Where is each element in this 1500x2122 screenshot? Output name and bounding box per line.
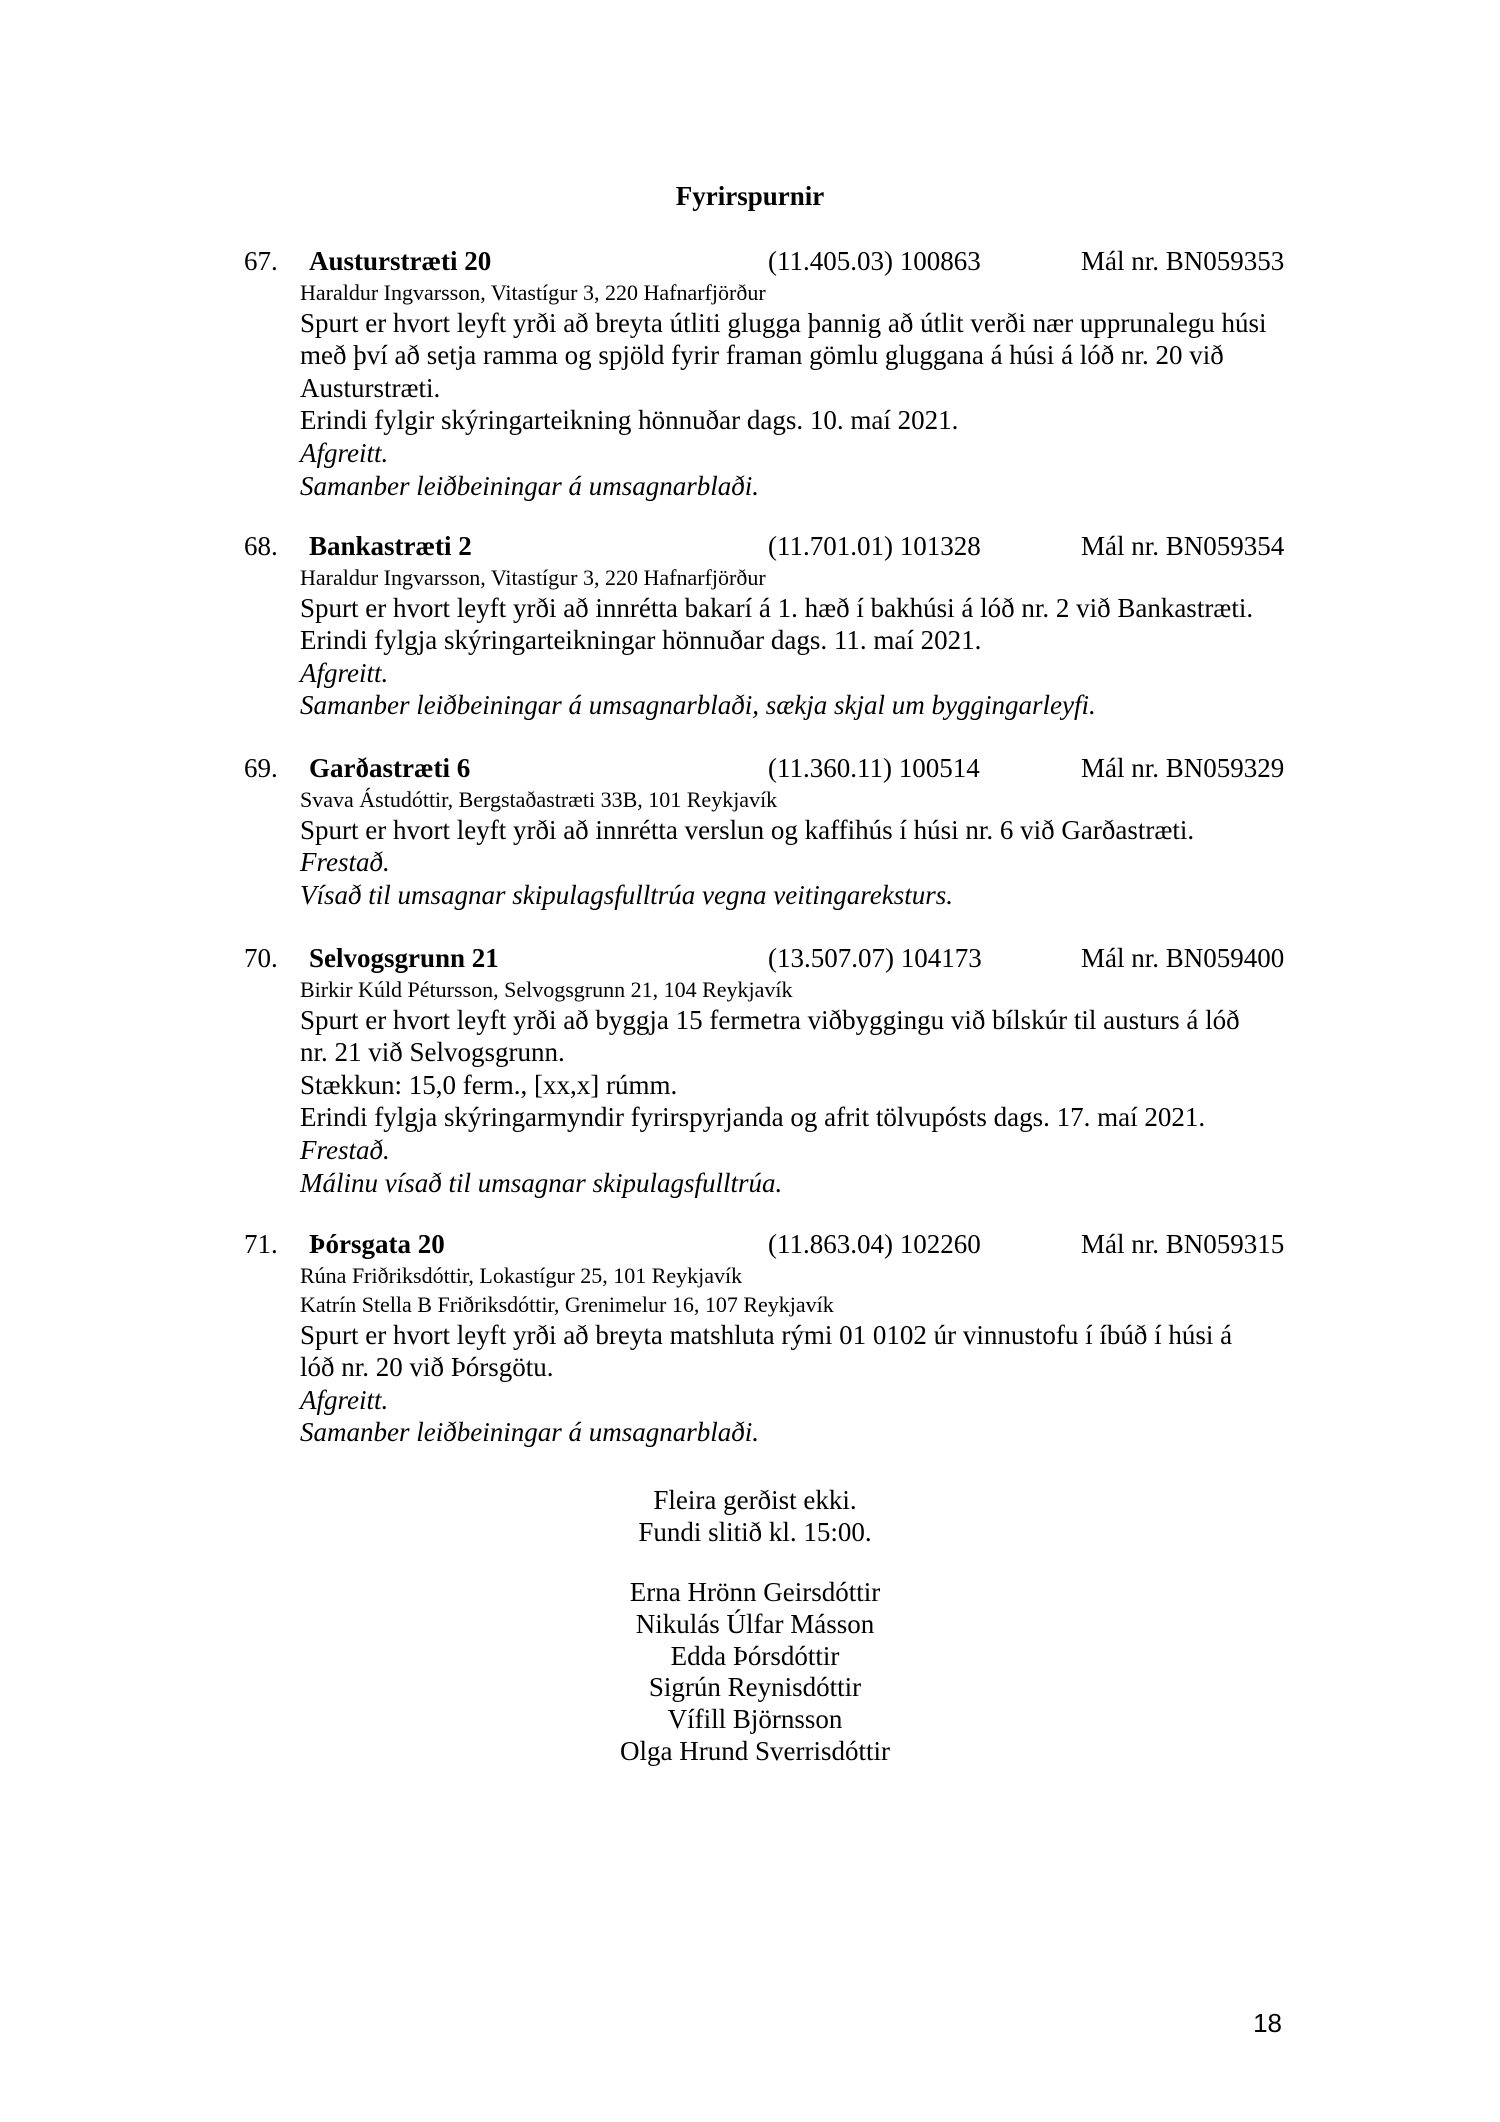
applicant: Birkir Kúld Pétursson, Selvogsgrunn 21, 104 Reykjavík	[300, 976, 793, 1002]
applicant: Haraldur Ingvarsson, Vitastígur 3, 220 Hafnarfjörður	[300, 279, 766, 305]
case-reference: (13.507.07) 104173	[768, 943, 982, 973]
page-title: Fyrirspurnir	[675, 181, 825, 211]
case-address: Selvogsgrunn 21	[309, 943, 499, 973]
case-number: 71.	[244, 1229, 278, 1259]
closing-remarks	[0, 1484, 1500, 1549]
case-header	[244, 245, 1294, 278]
case-text-line: Spurt er hvort leyft yrði að innrétta bakarí á 1. hæð í bakhúsi á lóð nr. 2 við Bankastræti.	[300, 592, 1254, 623]
applicant: Rúna Friðriksdóttir, Lokastígur 25, 101 Reykjavík	[300, 1262, 743, 1288]
case-decision: Afgreitt.	[300, 1384, 389, 1415]
case-text-line: Spurt er hvort leyft yrði að byggja 15 fermetra viðbyggingu við bílskúr til austurs á lóð	[300, 1004, 1240, 1035]
case-decision: Frestað.	[300, 1134, 390, 1165]
case-number-id: Mál nr. BN059353	[1081, 246, 1285, 276]
case-number: 70.	[244, 943, 278, 973]
case-number-id: Mál nr. BN059329	[1081, 753, 1285, 783]
case-address: Garðastræti 6	[309, 753, 471, 783]
applicant: Svava Ástudóttir, Bergstaðastræti 33B, 101 Reykjavík	[300, 786, 778, 812]
case-text-line: Erindi fylgja skýringarteikningar hönnuðar dags. 11. maí 2021.	[300, 625, 982, 656]
signature-name: Edda Þórsdóttir	[670, 1640, 840, 1671]
case-item	[244, 1228, 1294, 1449]
case-reference: (11.701.01) 101328	[768, 531, 981, 561]
case-text-line: lóð nr. 20 við Þórsgötu.	[300, 1352, 554, 1383]
page-number: 18	[1253, 2008, 1282, 2038]
case-decision: Frestað.	[300, 847, 390, 878]
signature-name: Erna Hrönn Geirsdóttir	[629, 1577, 881, 1607]
case-note: Vísað til umsagnar skipulagsfulltrúa vegna veitingareksturs.	[300, 879, 953, 910]
case-header	[244, 530, 1294, 563]
case-reference: (11.863.04) 102260	[768, 1229, 981, 1259]
case-number-id: Mál nr. BN059354	[1081, 531, 1285, 561]
case-note: Málinu vísað til umsagnar skipulagsfulltrúa.	[300, 1167, 783, 1198]
case-note: Samanber leiðbeiningar á umsagnarblaði, sækja skjal um byggingarleyfi.	[300, 690, 1096, 721]
case-text-line: nr. 21 við Selvogsgrunn.	[300, 1037, 565, 1068]
case-text-line: Spurt er hvort leyft yrði að innrétta verslun og kaffihús í húsi nr. 6 við Garðastræti.	[300, 814, 1195, 845]
case-text-line: Erindi fylgir skýringarteikning hönnuðar dags. 10. maí 2021.	[300, 405, 959, 436]
closing-line: Fundi slitið kl. 15:00.	[638, 1517, 872, 1548]
case-header	[244, 752, 1294, 785]
case-item	[244, 942, 1294, 1199]
closing-line: Fleira gerðist ekki.	[653, 1485, 857, 1515]
signature-name: Nikulás Úlfar Másson	[635, 1608, 875, 1639]
case-text-line: Erindi fylgja skýringarmyndir fyrirspyrjanda og afrit tölvupósts dags. 17. maí 2021.	[300, 1102, 1206, 1133]
case-reference: (11.360.11) 100514	[768, 753, 980, 783]
applicant: Katrín Stella B Friðriksdóttir, Grenimelur 16, 107 Reykjavík	[300, 1291, 834, 1317]
case-number: 69.	[244, 753, 278, 783]
case-address: Bankastræti 2	[309, 531, 472, 561]
applicant: Haraldur Ingvarsson, Vitastígur 3, 220 Hafnarfjörður	[300, 564, 766, 590]
case-text-line: með því að setja ramma og spjöld fyrir framan gömlu gluggana á húsi á lóð nr. 20 við	[300, 340, 1224, 371]
case-item	[244, 752, 1294, 911]
case-text-line: Stækkun: 15,0 ferm., [xx,x] rúmm.	[300, 1069, 678, 1100]
case-number: 68.	[244, 531, 278, 561]
case-number-id: Mál nr. BN059315	[1081, 1229, 1285, 1259]
case-text-line: Spurt er hvort leyft yrði að breyta útliti glugga þannig að útlit verði nær upprunalegu húsi	[300, 307, 1267, 338]
case-decision: Afgreitt.	[300, 657, 389, 688]
case-note: Samanber leiðbeiningar á umsagnarblaði.	[300, 1417, 759, 1448]
case-number-id: Mál nr. BN059400	[1081, 943, 1285, 973]
case-text-line: Spurt er hvort leyft yrði að breyta matshluta rými 01 0102 úr vinnustofu í íbúð í húsi á	[300, 1319, 1233, 1350]
signature-name: Olga Hrund Sverrisdóttir	[620, 1735, 890, 1766]
case-address: Austurstræti 20	[309, 246, 492, 276]
signatures	[0, 1577, 1500, 1768]
case-reference: (11.405.03) 100863	[768, 246, 981, 276]
signature-name: Vífill Björnsson	[667, 1704, 843, 1735]
case-item	[244, 530, 1294, 722]
case-decision: Afgreitt.	[300, 437, 389, 468]
case-address: Þórsgata 20	[309, 1229, 445, 1259]
case-text-line: Austurstræti.	[300, 372, 441, 403]
case-number: 67.	[244, 246, 278, 276]
case-note: Samanber leiðbeiningar á umsagnarblaði.	[300, 470, 759, 501]
case-header	[244, 942, 1294, 975]
signature-name: Sigrún Reynisdóttir	[648, 1672, 862, 1703]
case-item	[244, 245, 1294, 502]
case-header	[244, 1228, 1294, 1261]
